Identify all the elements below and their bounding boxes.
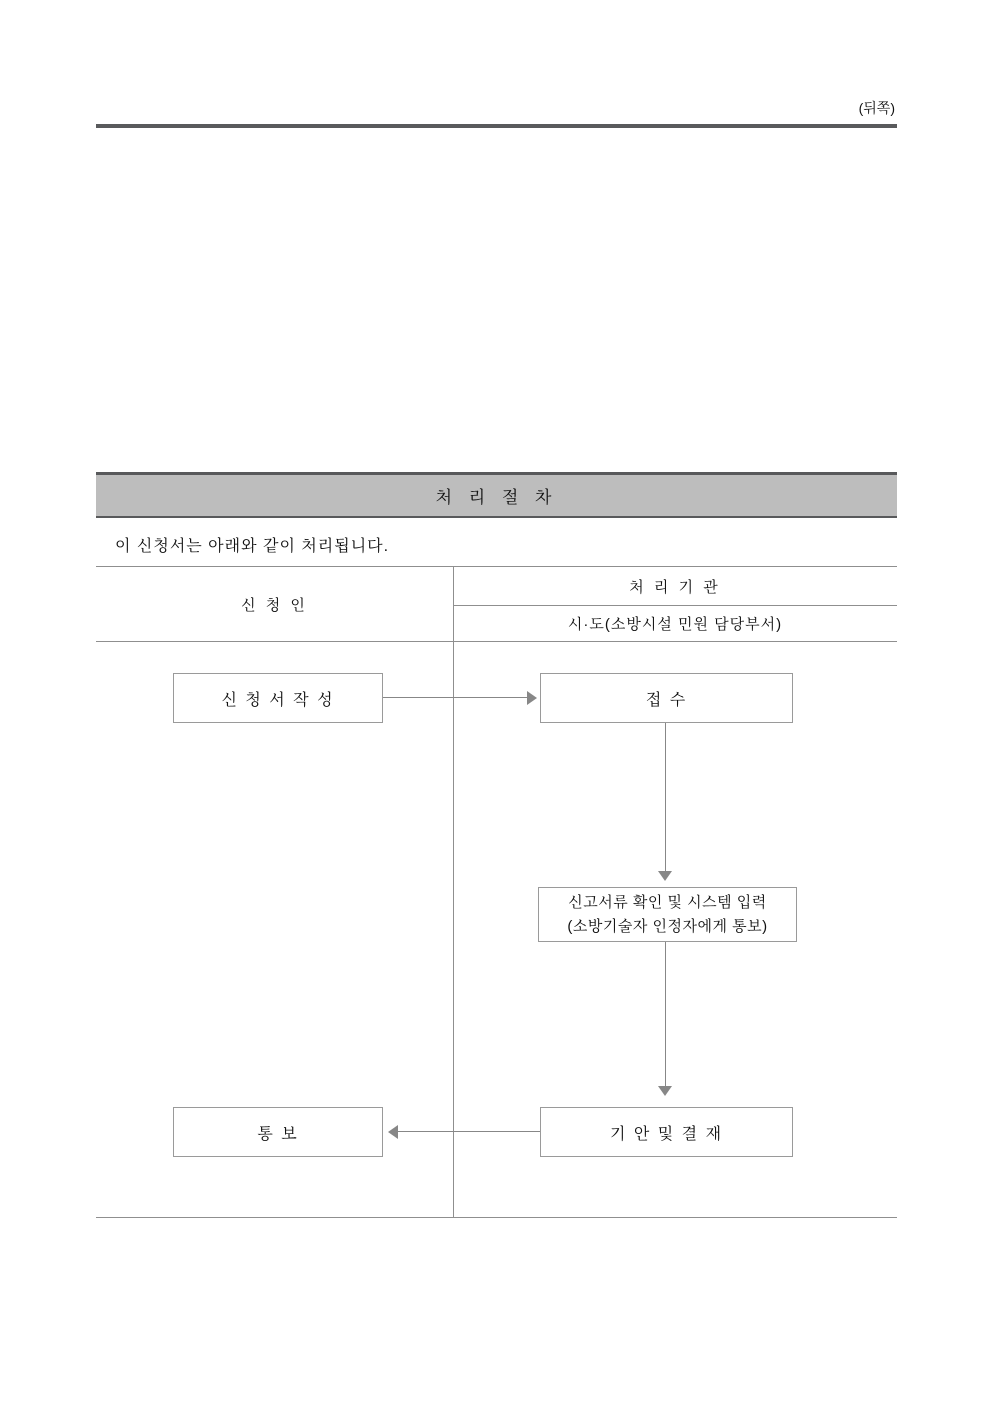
connector-receipt-to-review: [665, 723, 666, 873]
connector-write-to-receipt: [383, 697, 527, 698]
procedure-table: [96, 566, 897, 1218]
arrow-left-icon: [388, 1125, 398, 1139]
flow-box-draft-and-approval: [540, 1107, 793, 1157]
arrow-down-icon: [658, 871, 672, 881]
arrow-down-icon: [658, 1086, 672, 1096]
flow-box-label: 신 청 서 작 성: [221, 691, 335, 709]
header-bottom-line: [96, 641, 897, 642]
arrow-right-icon: [527, 691, 537, 705]
agency-column-subheader: 시·도(소방시설 민원 담당부서): [567, 615, 783, 633]
connector-review-to-draft: [665, 942, 666, 1088]
column-divider-line: [453, 567, 454, 1217]
connector-draft-to-notify: [398, 1131, 540, 1132]
agency-column-header: 처 리 기 관: [629, 578, 721, 596]
flow-box-notification: [173, 1107, 383, 1157]
flow-box-receipt: [540, 673, 793, 723]
backside-page-label: (뒤쪽): [858, 100, 895, 116]
flow-box-label-line1: 신고서류 확인 및 시스템 입력: [568, 893, 767, 911]
intro-text: 이 신청서는 아래와 같이 처리됩니다.: [115, 538, 390, 555]
flow-box-label-line2: (소방기술자 인정자에게 통보): [567, 917, 768, 935]
flow-box-label: 기 안 및 결 재: [609, 1125, 724, 1143]
flow-box-label: 통 보: [257, 1125, 299, 1143]
section-title-bar: [96, 472, 897, 518]
flow-box-label: 접 수: [645, 691, 688, 709]
flow-box-review-and-input: [538, 887, 797, 942]
flow-box-write-application: [173, 673, 383, 723]
section-title: 처 리 절 차: [435, 488, 558, 507]
top-horizontal-rule: [96, 124, 897, 128]
applicant-column-header: 신 청 인: [241, 596, 308, 614]
